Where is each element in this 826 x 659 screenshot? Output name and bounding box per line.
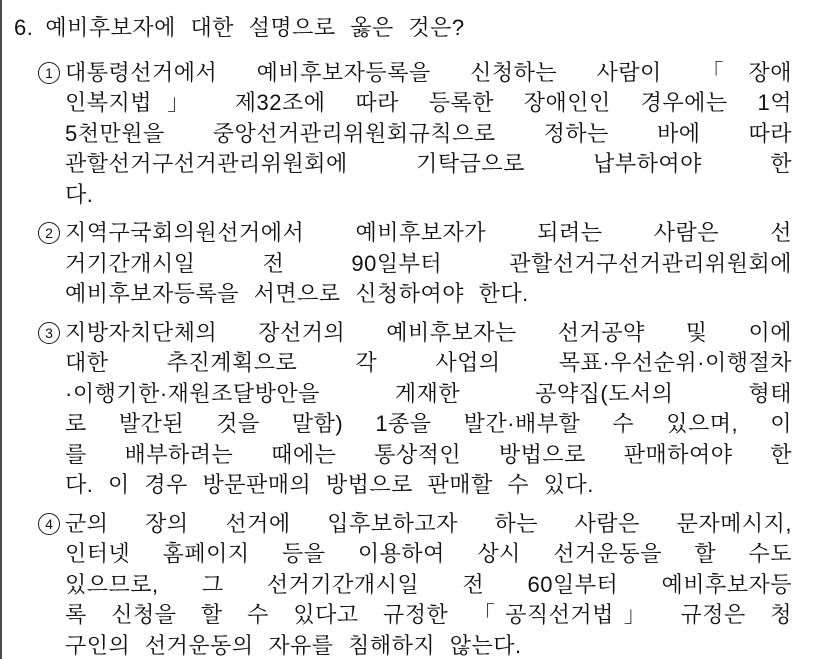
- option-text-line: 구인의 선거운동의 자유를 침해하지 않는다.: [65, 632, 522, 658]
- option-text-line: 대통령선거에서 예비후보자등록을 신청하는 사람이 「장애: [65, 59, 792, 85]
- option-text-line: 군의 장의 선거에 입후보하고자 하는 사람은 문자메시지,: [65, 510, 792, 536]
- option-1: [38, 58, 826, 211]
- option-text-line: 대한 추진계획으로 각 사업의 목표·우선순위·이행절차: [65, 350, 792, 375]
- option-text-line: 있으므로, 그 선거기간개시일 전 60일부터 예비후보자등: [65, 571, 792, 597]
- option-text-line: 다. 이 경우 방문판매의 방법으로 판매할 수 있다.: [65, 472, 594, 497]
- question-header: [14, 13, 826, 44]
- option-2-text: [65, 218, 792, 310]
- question-title: 예비후보자에 대한 설명으로 옳은 것은?: [45, 15, 465, 40]
- option-text-line: 다.: [65, 181, 94, 207]
- option-4-text: [65, 509, 792, 659]
- circled-number-3-icon: 3: [38, 322, 60, 344]
- option-3-text: [65, 318, 792, 501]
- option-4: [38, 509, 826, 659]
- option-2: [38, 218, 826, 310]
- option-3: [38, 318, 826, 501]
- option-1-marker: [38, 58, 65, 211]
- option-4-marker: [38, 509, 65, 659]
- option-text-line: 인터넷 홈페이지 등을 이용하여 상시 선거운동을 할 수도: [65, 541, 792, 566]
- option-3-marker: [38, 318, 65, 501]
- option-text-line: 로 발간된 것을 말함) 1종을 발간·배부할 수 있으며, 이: [65, 411, 792, 436]
- option-2-marker: [38, 218, 65, 310]
- option-text-line: 지방자치단체의 장선거의 예비후보자는 선거공약 및 이에: [65, 319, 792, 345]
- option-text-line: 지역구국회의원선거에서 예비후보자가 되려는 사람은 선: [65, 220, 792, 245]
- option-text-line: 거기간개시일 전 90일부터 관할선거구선거관리위원회에: [65, 250, 792, 276]
- option-text-line: 5천만원을 중앙선거관리위원회규칙으로 정하는 바에 따라: [65, 120, 792, 146]
- option-1-text: [65, 58, 792, 211]
- circled-number-2-icon: 2: [38, 222, 60, 244]
- option-text-line: 관할선거구선거관리위원회에 기탁금으로 납부하여야 한: [65, 151, 792, 176]
- option-text-line: 인복지법」 제32조에 따라 등록한 장애인인 경우에는 1억: [65, 90, 792, 115]
- circled-number-1-icon: 1: [38, 62, 60, 84]
- option-text-line: 예비후보자등록을 서면으로 신청하여야 한다.: [65, 281, 529, 306]
- option-text-line: ·이행기한·재원조달방안을 게재한 공약집(도서의 형태: [65, 380, 792, 406]
- option-text-line: 를 배부하려는 때에는 통상적인 방법으로 판매하여야 한: [65, 441, 792, 467]
- option-text-line: 록 신청을 할 수 있다고 규정한 「공직선거법」 규정은 청: [65, 602, 792, 627]
- circled-number-4-icon: 4: [38, 513, 60, 535]
- question-number: 6.: [14, 15, 34, 40]
